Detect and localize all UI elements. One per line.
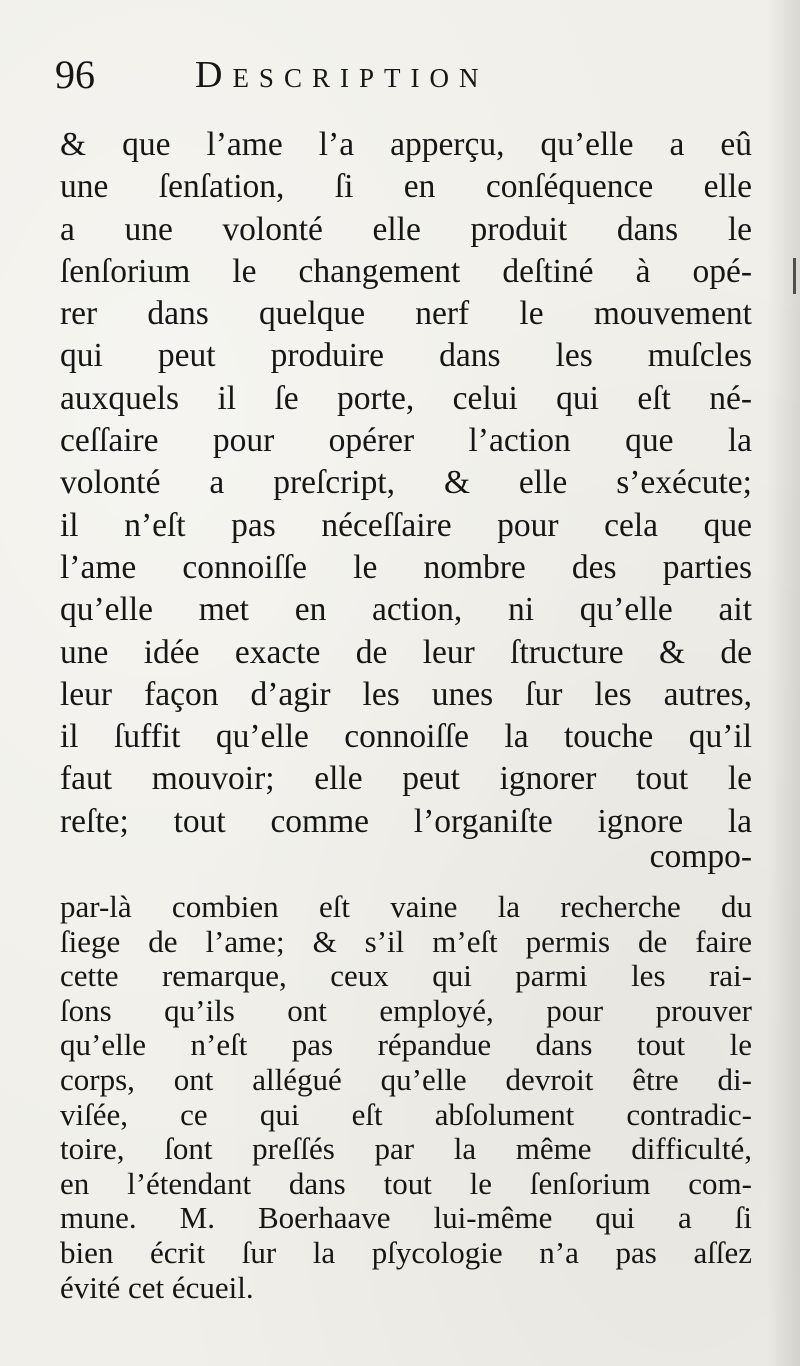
text-line: une ſenſation, ſi en conſéquence elle	[60, 168, 752, 206]
main-text-block	[60, 124, 752, 843]
text-line: une idée exacte de leur ſtructure & de	[60, 633, 752, 671]
text-line: a une volonté elle produit dans le	[60, 210, 752, 248]
text-line: en l’étendant dans tout le ſenſorium com-	[60, 1165, 752, 1201]
text-line: bien écrit ſur la pſycologie n’a pas aſſez	[60, 1234, 752, 1270]
text-line: leur façon d’agir les unes ſur les autres,	[60, 675, 752, 713]
text-line: qui peut produire dans les muſcles	[60, 337, 752, 375]
text-line: faut mouvoir; elle peut ignorer tout le	[60, 760, 752, 798]
text-line: il n’eſt pas néceſſaire pour cela que	[60, 506, 752, 544]
running-head: Description	[195, 54, 489, 96]
text-line: auxquels il ſe porte, celui qui eſt né-	[60, 379, 752, 417]
text-line: ſenſorium le changement deſtiné à opé-	[60, 252, 752, 290]
text-line: ceſſaire pour opérer l’action que la	[60, 422, 752, 460]
margin-mark	[783, 258, 796, 294]
text-line: toire, ſont preſſés par la même difficulté,	[60, 1131, 752, 1167]
text-line: ſons qu’ils ont employé, pour prouver	[60, 992, 752, 1028]
text-line: corps, ont allégué qu’elle devroit être di-	[60, 1061, 752, 1097]
text-line: l’ame connoiſſe le nombre des parties	[60, 548, 752, 586]
bleed-through-text-block	[60, 890, 752, 1305]
text-line: il ſuffit qu’elle connoiſſe la touche qu’il	[60, 718, 752, 756]
page-header	[55, 52, 755, 98]
text-line: cette remarque, ceux qui parmi les rai-	[60, 958, 752, 994]
text-line: reſte; tout comme l’organiſte ignore la	[60, 802, 752, 840]
text-line: volonté a preſcript, & elle s’exécute;	[60, 464, 752, 502]
text-line: & que l’ame l’a apperçu, qu’elle a eû	[60, 126, 752, 163]
page-number: 96	[55, 52, 95, 97]
text-line: rer dans quelque nerf le mouvement	[60, 295, 752, 333]
catchword: compo-	[649, 838, 752, 875]
text-line: viſée, ce qui eſt abſolument contradic-	[60, 1096, 752, 1132]
page-edge-shadow	[766, 0, 800, 1366]
text-line: par-là combien eſt vaine la recherche du	[60, 889, 752, 924]
text-line: ſiege de l’ame; & s’il m’eſt permis de faire	[60, 923, 752, 959]
text-line: évité cet écueil.	[60, 1269, 254, 1305]
text-line: qu’elle met en action, ni qu’elle ait	[60, 591, 752, 629]
text-line: mune. M. Boerhaave lui-même qui a ſi	[60, 1200, 752, 1236]
text-line: qu’elle n’eſt pas répandue dans tout le	[60, 1027, 752, 1063]
